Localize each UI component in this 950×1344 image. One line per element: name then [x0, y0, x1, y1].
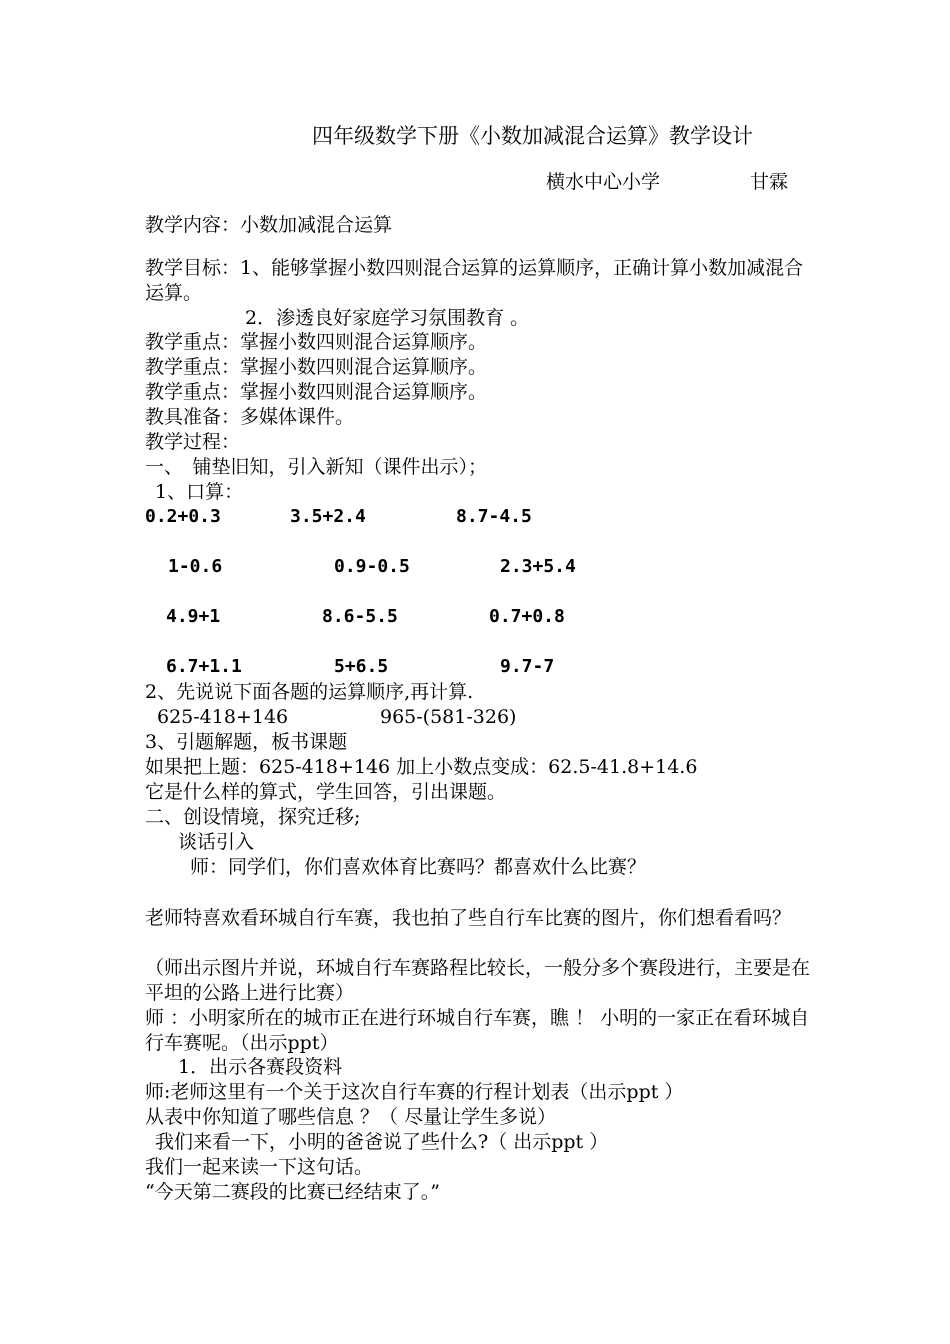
author-school: 横水中心小学 — [546, 171, 661, 193]
line-1: 师:老师这里有一个关于这次自行车赛的行程计划表（出示ppt ） — [145, 1081, 684, 1103]
step-1-heading: 一、 铺垫旧知，引入新知（课件出示）； — [145, 456, 488, 478]
line-5: “今天第二赛段的比赛已经结束了。” — [145, 1181, 440, 1203]
paragraph-2: （师出示图片并说，环城自行车赛路程比较长，一般分多个赛段进行，主要是在平坦的公路上进行比赛） — [145, 957, 811, 1004]
paragraph-3: 师 ：小明家所在的城市正在进行环城自行车赛，瞧 ！ 小明的一家正在看环城自行车赛呢。（出示ppt） — [145, 1007, 810, 1054]
teacher-question: 师：同学们，你们喜欢体育比赛吗？都喜欢什么比赛？ — [190, 856, 647, 878]
oral-calc-item: 0.2+0.3 — [145, 506, 221, 527]
oral-calc-item: 1-0.6 — [168, 556, 223, 577]
question-3-line-2: 它是什么样的算式，学生回答，引出课题。 — [145, 781, 507, 803]
step-2-heading: 二、创设情境，探究迁移; — [145, 806, 361, 828]
oral-calc-item: 9.7-7 — [500, 656, 555, 677]
oral-calc-item: 6.7+1.1 — [166, 656, 242, 677]
author-name: 甘霖 — [750, 171, 789, 193]
teaching-goal-2: 2．渗透良好家庭学习氛围教育 。 — [245, 307, 530, 329]
question-3-line-1: 如果把上题：625-418+146 加上小数点变成：62.5-41.8+14.6 — [145, 756, 698, 778]
teaching-process: 教学过程： — [145, 431, 241, 453]
oral-calc-item: 0.9-0.5 — [334, 556, 410, 577]
oral-calc-item: 2.3+5.4 — [500, 556, 576, 577]
oral-calc-item: 3.5+2.4 — [290, 506, 366, 527]
oral-calc-item: 8.6-5.5 — [322, 606, 398, 627]
sub-heading-1: 1．出示各赛段资料 — [178, 1056, 343, 1078]
question-3: 3、引题解题，板书课题 — [145, 731, 348, 753]
oral-calc-heading: 1、口算： — [155, 481, 244, 503]
oral-calc-item: 8.7-4.5 — [456, 506, 532, 527]
teaching-content: 教学内容：小数加减混合运算 — [145, 214, 393, 236]
teaching-goal-1: 教学目标：1、能够掌握小数四则混合运算的运算顺序，正确计算小数加减混合运算。 — [145, 257, 804, 304]
line-4: 我们一起来读一下这句话。 — [145, 1156, 374, 1178]
document-title: 四年级数学下册《小数加减混合运算》教学设计 — [312, 124, 753, 148]
teaching-tools: 教具准备：多媒体课件。 — [145, 406, 355, 428]
oral-calc-item: 4.9+1 — [166, 606, 221, 627]
question-2: 2、先说说下面各题的运算顺序,再计算. — [145, 681, 474, 703]
question-2-expr-1: 625-418+146 — [157, 706, 289, 728]
line-3: 我们来看一下，小明的爸爸说了些什么?（ 出示ppt ） — [155, 1131, 609, 1153]
oral-calc-item: 0.7+0.8 — [489, 606, 565, 627]
key-point-1: 教学重点：掌握小数四则混合运算顺序。 — [145, 331, 488, 353]
talk-intro: 谈话引入 — [178, 831, 255, 853]
line-2: 从表中你知道了哪些信息 ？（ 尽量让学生多说） — [145, 1106, 557, 1128]
question-2-expr-2: 965-(581-326) — [380, 706, 517, 728]
key-point-3: 教学重点：掌握小数四则混合运算顺序。 — [145, 381, 488, 403]
oral-calc-item: 5+6.5 — [334, 656, 389, 677]
key-point-2: 教学重点：掌握小数四则混合运算顺序。 — [145, 356, 488, 378]
paragraph-1: 老师特喜欢看环城自行车赛，我也拍了些自行车比赛的图片，你们想看看吗？ — [145, 907, 792, 929]
